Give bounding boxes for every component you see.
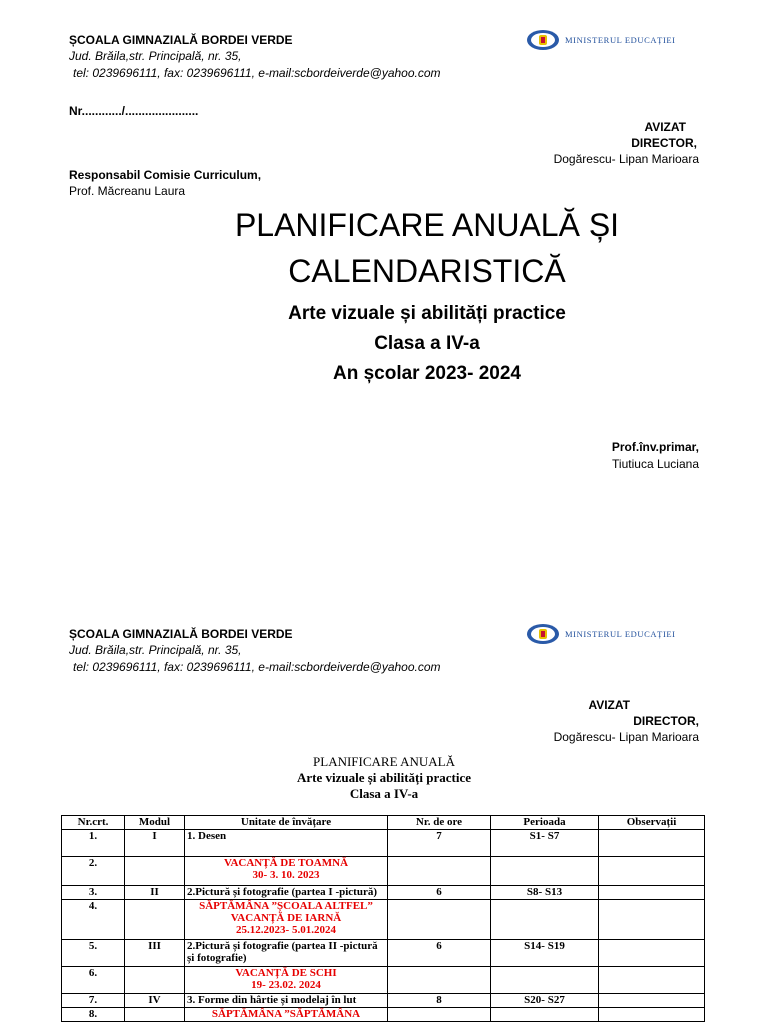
cell-unitate: 2.Pictură și fotografie (partea II -pictură și fotografie) [185, 940, 388, 967]
table-row [62, 900, 705, 940]
plan-class: Clasa a IV-a [349, 786, 419, 801]
cell-unitate: VACANȚĂ DE SCHI 19- 23.02. 2024 [185, 967, 388, 994]
cell-nr: 2. [62, 857, 125, 886]
table-row [62, 940, 705, 967]
cell-observatii [599, 967, 705, 994]
cell-nr: 4. [62, 900, 125, 940]
cell-perioada: S1- S7 [491, 830, 599, 857]
col-header-nr: Nr.crt. [62, 816, 125, 830]
document-title-line1: PLANIFICARE ANUALĂ ȘI [234, 207, 620, 243]
teacher-name: Tiutiuca Luciana [612, 457, 699, 471]
cell-perioada: S14- S19 [491, 940, 599, 967]
approval-label-p2: AVIZAT [588, 698, 630, 712]
registration-number-line: Nr............/...................... [69, 104, 199, 118]
cell-unitate: 1. Desen [185, 830, 388, 857]
responsible-title: Responsabil Comisie Curriculum, [69, 168, 262, 182]
cell-nr: 5. [62, 940, 125, 967]
cell-perioada [491, 967, 599, 994]
col-header-observatii: Observații [599, 816, 705, 830]
cell-observatii [599, 900, 705, 940]
table-row [62, 830, 705, 857]
school-address: Jud. Brăila,str. Principală, nr. 35, [69, 49, 242, 63]
ministry-name-p2: MINISTERUL EDUCAȚIEI [565, 629, 676, 639]
table-row [62, 857, 705, 886]
cell-unitate: SĂPTĂMÂNA ”SĂPTĂMÂNA [185, 1008, 388, 1022]
cell-ore: 6 [388, 940, 491, 967]
curriculum-responsible [69, 168, 261, 198]
cell-modul [125, 967, 185, 994]
cell-observatii [599, 886, 705, 900]
cell-observatii [599, 857, 705, 886]
approval-label: AVIZAT [644, 120, 686, 134]
approval-block-p2 [554, 698, 699, 744]
annual-plan-heading [0, 754, 768, 802]
cell-ore [388, 967, 491, 994]
cell-observatii [599, 940, 705, 967]
table-row [62, 1008, 705, 1022]
director-label-p2: DIRECTOR, [633, 714, 699, 728]
cell-perioada [491, 857, 599, 886]
ministry-emblem-icon [526, 29, 560, 51]
school-name: ȘCOALA GIMNAZIALĂ BORDEI VERDE [69, 33, 293, 47]
col-header-modul: Modul [125, 816, 185, 830]
subject-name: Arte vizuale și abilități practice [288, 303, 566, 324]
school-name-p2: ȘCOALA GIMNAZIALĂ BORDEI VERDE [69, 627, 293, 641]
approval-block [554, 120, 699, 166]
cell-observatii [599, 994, 705, 1008]
cell-unitate: 2.Pictură și fotografie (partea I -pictură) [185, 886, 388, 900]
plan-title: PLANIFICARE ANUALĂ [313, 754, 455, 769]
cell-perioada: S8- S13 [491, 886, 599, 900]
ministry-name: MINISTERUL EDUCAȚIEI [565, 35, 676, 45]
cell-nr: 1. [62, 830, 125, 857]
col-header-perioada: Perioada [491, 816, 599, 830]
cell-modul: IV [125, 994, 185, 1008]
teacher-block [612, 440, 699, 471]
director-name-p2: Dogărescu- Lipan Marioara [553, 730, 699, 744]
document-title-line2: CALENDARISTICĂ [288, 253, 566, 289]
school-address-p2: Jud. Brăila,str. Principală, nr. 35, [69, 643, 242, 657]
cell-unitate: VACANȚĂ DE TOAMNĂ 30- 3. 10. 2023 [185, 857, 388, 886]
responsible-name: Prof. Măcreanu Laura [69, 184, 186, 198]
cell-unitate: SĂPTĂMÂNA ”ȘCOALA ALTFEL” VACANȚĂ DE IARNĂ 25.12.2023- 5.01.2024 [185, 900, 388, 940]
ministry-logo-p2 [526, 623, 676, 645]
school-year: An școlar 2023- 2024 [332, 363, 521, 384]
cell-modul [125, 857, 185, 886]
table-row [62, 994, 705, 1008]
cell-ore [388, 1008, 491, 1022]
table-header-row [62, 816, 705, 830]
cell-observatii [599, 1008, 705, 1022]
table-row [62, 967, 705, 994]
col-header-ore: Nr. de ore [388, 816, 491, 830]
cell-ore: 6 [388, 886, 491, 900]
ministry-emblem-icon [526, 623, 560, 645]
director-name: Dogărescu- Lipan Marioara [553, 152, 699, 166]
cell-modul [125, 1008, 185, 1022]
cell-ore [388, 900, 491, 940]
col-header-unitate: Unitate de învățare [185, 816, 388, 830]
cell-modul: III [125, 940, 185, 967]
cell-ore: 8 [388, 994, 491, 1008]
cell-nr: 6. [62, 967, 125, 994]
school-contact-p2: tel: 0239696111, fax: 0239696111, e-mail:scbordeiverde@yahoo.com [73, 660, 441, 674]
ministry-logo [526, 29, 676, 51]
cell-perioada [491, 1008, 599, 1022]
cell-perioada [491, 900, 599, 940]
cell-nr: 7. [62, 994, 125, 1008]
cell-ore [388, 857, 491, 886]
cell-observatii [599, 830, 705, 857]
school-contact: tel: 0239696111, fax: 0239696111, e-mail:scbordeiverde@yahoo.com [73, 66, 441, 80]
cell-nr: 3. [62, 886, 125, 900]
cell-modul: II [125, 886, 185, 900]
director-label: DIRECTOR, [631, 136, 697, 150]
cell-ore: 7 [388, 830, 491, 857]
annual-plan-table [61, 815, 705, 1022]
cell-perioada: S20- S27 [491, 994, 599, 1008]
cell-modul: I [125, 830, 185, 857]
table-row [62, 886, 705, 900]
cell-unitate: 3. Forme din hârtie și modelaj în lut [185, 994, 388, 1008]
class-name: Clasa a IV-a [374, 333, 480, 354]
teacher-title: Prof.înv.primar, [611, 440, 699, 454]
cell-nr: 8. [62, 1008, 125, 1022]
cell-modul [125, 900, 185, 940]
plan-subject: Arte vizuale și abilități practice [296, 770, 471, 785]
